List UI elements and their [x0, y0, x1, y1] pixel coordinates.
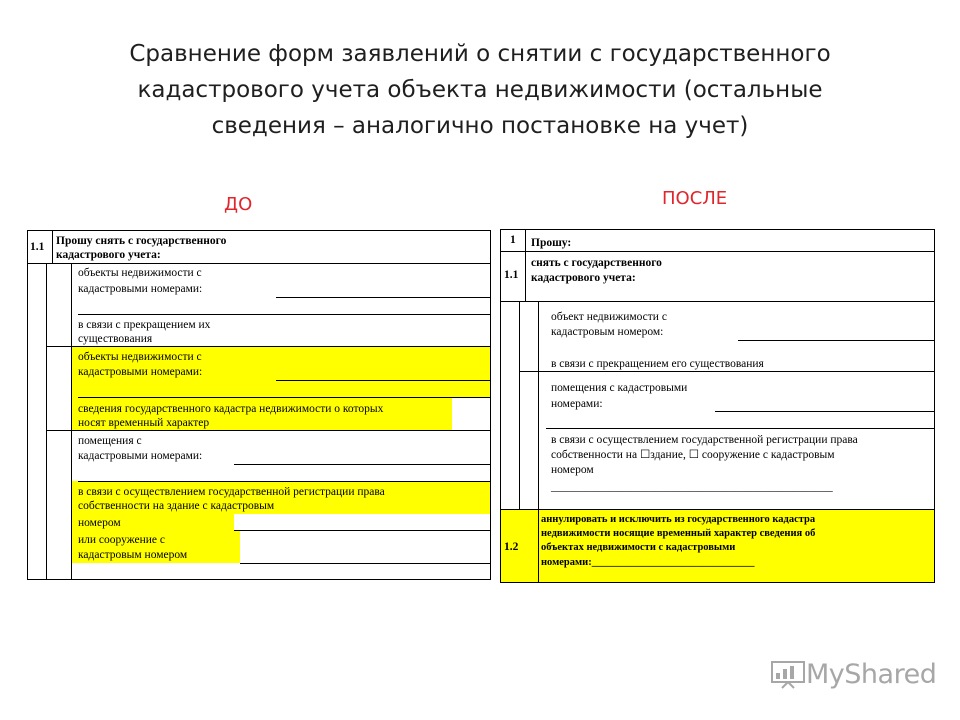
- logo-text: MyShared: [806, 658, 937, 690]
- form-text: помещения с: [78, 435, 142, 447]
- form-header: Прошу:: [531, 237, 572, 249]
- item-number: 1.2: [504, 541, 519, 553]
- divider: [519, 371, 935, 372]
- divider: [519, 301, 520, 509]
- fill-line: [234, 464, 490, 465]
- fill-line: [715, 411, 934, 412]
- form-text: кадастровыми номерами:: [78, 283, 203, 295]
- form-text: собственности на ☐здание, ☐ сооружение с кадастровым: [551, 449, 835, 461]
- label-after: ПОСЛЕ: [662, 188, 728, 209]
- title-line-1: Сравнение форм заявлений о снятии с государственного: [129, 41, 831, 67]
- form-header: Прошу снять с государственного: [56, 235, 227, 247]
- divider: [500, 251, 935, 252]
- form-text: в связи с прекращением их: [78, 319, 211, 331]
- form-text: объекты недвижимости с: [78, 267, 202, 279]
- fill-line: [78, 397, 490, 398]
- fill-line: [276, 380, 490, 381]
- fill-line: [234, 530, 490, 531]
- title-line-2: кадастрового учета объекта недвижимости (остальные: [137, 77, 823, 103]
- fill-line: [240, 563, 490, 564]
- divider: [500, 301, 935, 302]
- form-text: объекты недвижимости с: [78, 351, 202, 363]
- form-text: в связи с осуществлением государственной регистрации права: [78, 486, 385, 498]
- form-text: кадастрового учета:: [531, 272, 636, 284]
- form-text: _________________________________________________: [551, 481, 833, 493]
- form-text: собственности на здание с кадастровым: [78, 500, 275, 512]
- form-text: в связи с осуществлением государственной регистрации права: [551, 434, 858, 446]
- divider: [500, 509, 935, 510]
- form-text: номерами:: [551, 398, 603, 410]
- divider: [525, 229, 526, 301]
- item-number: 1: [510, 234, 516, 246]
- divider: [52, 230, 53, 263]
- fill-line: [276, 297, 490, 298]
- form-text: номерами:_______________________________: [541, 557, 755, 568]
- form-header: кадастрового учета:: [56, 249, 161, 261]
- form-text: кадастровыми номерами:: [78, 450, 203, 462]
- fill-line: [78, 314, 490, 315]
- form-text: кадастровыми номерами:: [78, 366, 203, 378]
- form-text: аннулировать и исключить из государственного кадастра: [541, 514, 816, 525]
- form-text: сведения государственного кадастра недвижимости о которых: [78, 403, 384, 415]
- divider: [46, 346, 491, 347]
- divider: [46, 430, 491, 431]
- form-text: помещения с кадастровыми: [551, 382, 688, 394]
- form-text: объект недвижимости с: [551, 311, 667, 323]
- item-number: 1.1: [504, 269, 519, 281]
- form-text: носят временный характер: [78, 417, 210, 429]
- form-text: номером: [551, 464, 594, 476]
- title-line-3: сведения – аналогично постановке на учет): [211, 113, 749, 139]
- form-text: кадастровым номером:: [551, 326, 664, 338]
- form-text: снять с государственного: [531, 257, 662, 269]
- myshared-logo: [770, 654, 936, 694]
- divider: [27, 263, 491, 264]
- form-text: в связи с прекращением его существования: [551, 358, 764, 370]
- form-text: номером: [78, 517, 121, 529]
- page-title: [40, 36, 920, 144]
- fill-line: [738, 340, 934, 341]
- label-before: ДО: [224, 194, 253, 215]
- form-text: или сооружение с: [78, 534, 166, 546]
- form-text: недвижимости носящие временный характер сведения об: [541, 528, 816, 539]
- fill-line: [546, 428, 934, 429]
- item-number: 1.1: [30, 241, 45, 253]
- form-text: существования: [78, 333, 153, 345]
- presentation-board-icon: [770, 659, 806, 689]
- form-text: объектах недвижимости с кадастровыми: [541, 542, 736, 553]
- divider: [46, 263, 47, 580]
- divider: [538, 301, 539, 583]
- fill-line: [78, 481, 490, 482]
- form-text: кадастровым номером: [78, 549, 188, 561]
- divider: [71, 263, 72, 580]
